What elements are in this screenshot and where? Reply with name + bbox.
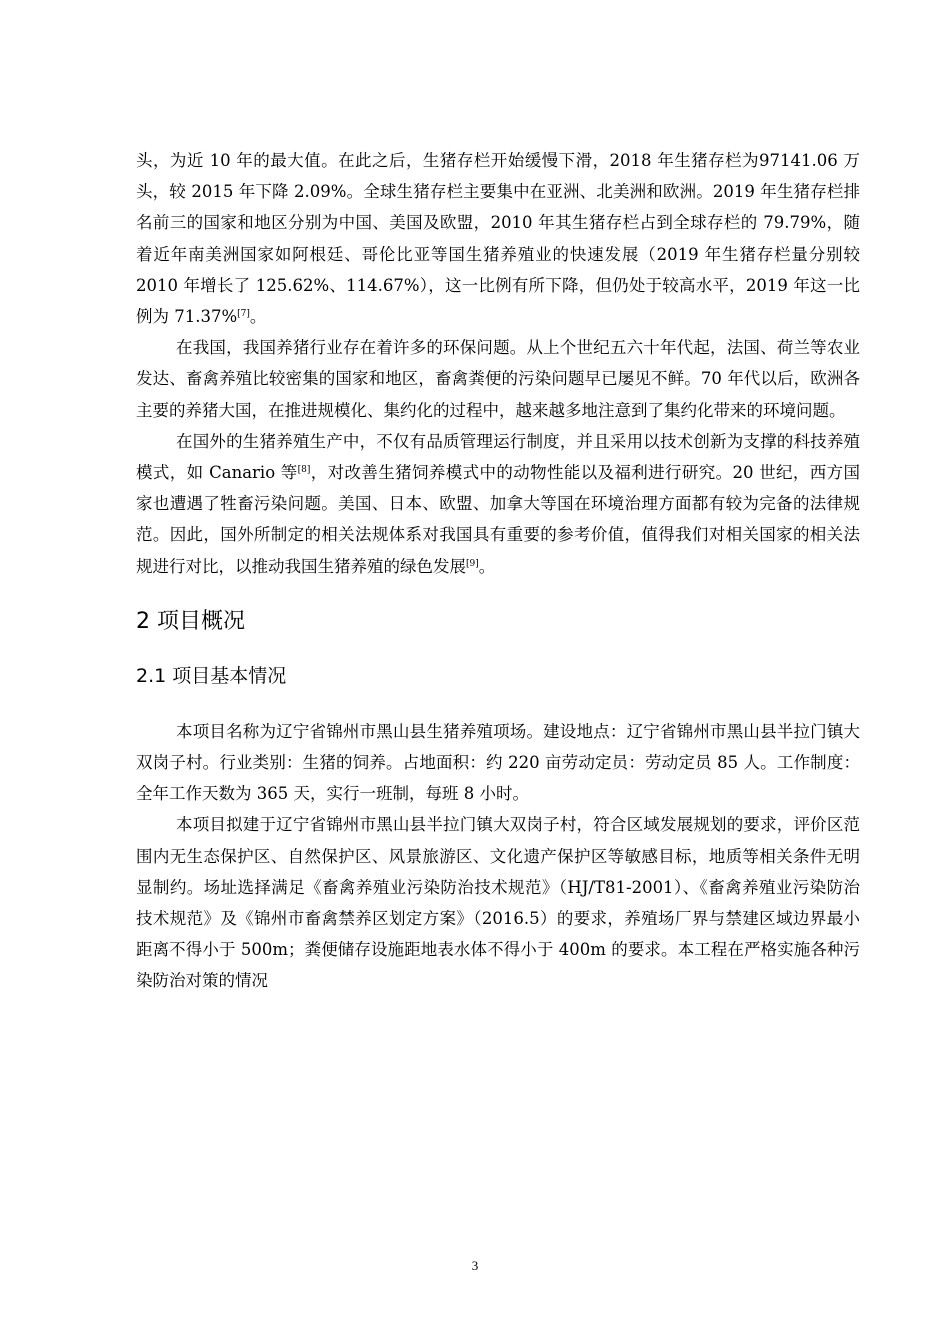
paragraph-text: 在我国，我国养猪行业存在着许多的环保问题。从上个世纪五六十年代起，法国、荷兰等农业发达、畜禽养殖比较密集的国家和地区，畜禽粪便的污染问题早已屡见不鲜。70 年代以后，欧洲各主要的养猪大国，在推进规模化、集约化的过程中，越来越多地注意到了集约化带来的环境问题。 bbox=[136, 338, 860, 420]
paragraph-foreign-practice bbox=[136, 426, 860, 582]
paragraph-tail: 。 bbox=[478, 556, 496, 576]
paragraph-text: 头，为近 10 年的最大值。在此之后，生猪存栏开始缓慢下滑，2018 年生猪存栏为97141.06 万头，较 2015 年下降 2.09%。全球生猪存栏主要集中在亚洲、北美洲和欧洲。2019 年生猪存栏排名前三的国家和地区分别为中国、美国及欧盟，2010 年其生猪存栏占到全球存栏的 79.79%，随着近年南美洲国家如阿根廷、哥伦比亚等国生猪养殖业的快速发展（2019 年生猪存栏量分别较 2010 年增长了 125.62%、114.67%），这一比例有所下降，但仍处于较高水平，2019 年这一比例为 71.37% bbox=[136, 151, 860, 327]
paragraph-text-a: 在国外的生猪养殖生产中，不仅有品质管理运行制度，并且采用以技术创新为支撑的科技养殖模式，如 Canario 等 bbox=[136, 431, 860, 483]
paragraph-domestic-issues bbox=[136, 332, 860, 426]
subsection-heading-2-1: 2.1 项目基本情况 bbox=[136, 664, 287, 687]
paragraph-text-b: ，对改善生猪饲养模式中的动物性能以及福利进行研究。20 世纪，西方国家也遭遇了牲畜污染问题。美国、日本、欧盟、加拿大等国在环境治理方面都有较为完备的法律规范。因此，国外所制定的相关法规体系对我国具有重要的参考价值，值得我们对相关国家的相关法规进行对比，以推动我国生猪养殖的绿色发展 bbox=[136, 463, 861, 576]
paragraph-text: 本项目拟建于辽宁省锦州市黑山县半拉门镇大双岗子村，符合区域发展规划的要求，评价区范围内无生态保护区、自然保护区、风景旅游区、文化遗产保护区等敏感目标，地质等相关条件无明显制约。场址选择满足《畜禽养殖业污染防治技术规范》（HJ/T81-2001）、《畜禽养殖业污染防治技术规范》及《锦州市畜禽禁养区划定方案》（2016.5）的要求，养殖场厂界与禁建区域边界最小距离不得小于 500m；粪便储存设施距地表水体不得小于 400m 的要求。本工程在严格实施各种污染防治对策的情况 bbox=[136, 815, 860, 991]
paragraph-project-basics bbox=[136, 716, 860, 810]
page-body bbox=[136, 145, 860, 997]
page-number: 3 bbox=[471, 1258, 479, 1273]
paragraph-tail: 。 bbox=[249, 307, 267, 327]
paragraph-site-location bbox=[136, 809, 860, 996]
citation-ref-8: [8] bbox=[297, 465, 311, 476]
citation-ref-9: [9] bbox=[466, 558, 479, 569]
citation-ref-7: [7] bbox=[237, 309, 250, 320]
section-heading-2: 2 项目概况 bbox=[136, 608, 245, 634]
paragraph-text: 本项目名称为辽宁省锦州市黑山县生猪养殖项场。建设地点：辽宁省锦州市黑山县半拉门镇大双岗子村。行业类别：生猪的饲养。占地面积：约 220 亩劳动定员：劳动定员 85 人。工作制度：全年工作天数为 365 天，实行一班制，每班 8 小时。 bbox=[136, 721, 860, 804]
paragraph-global-pig-stock bbox=[136, 145, 860, 332]
